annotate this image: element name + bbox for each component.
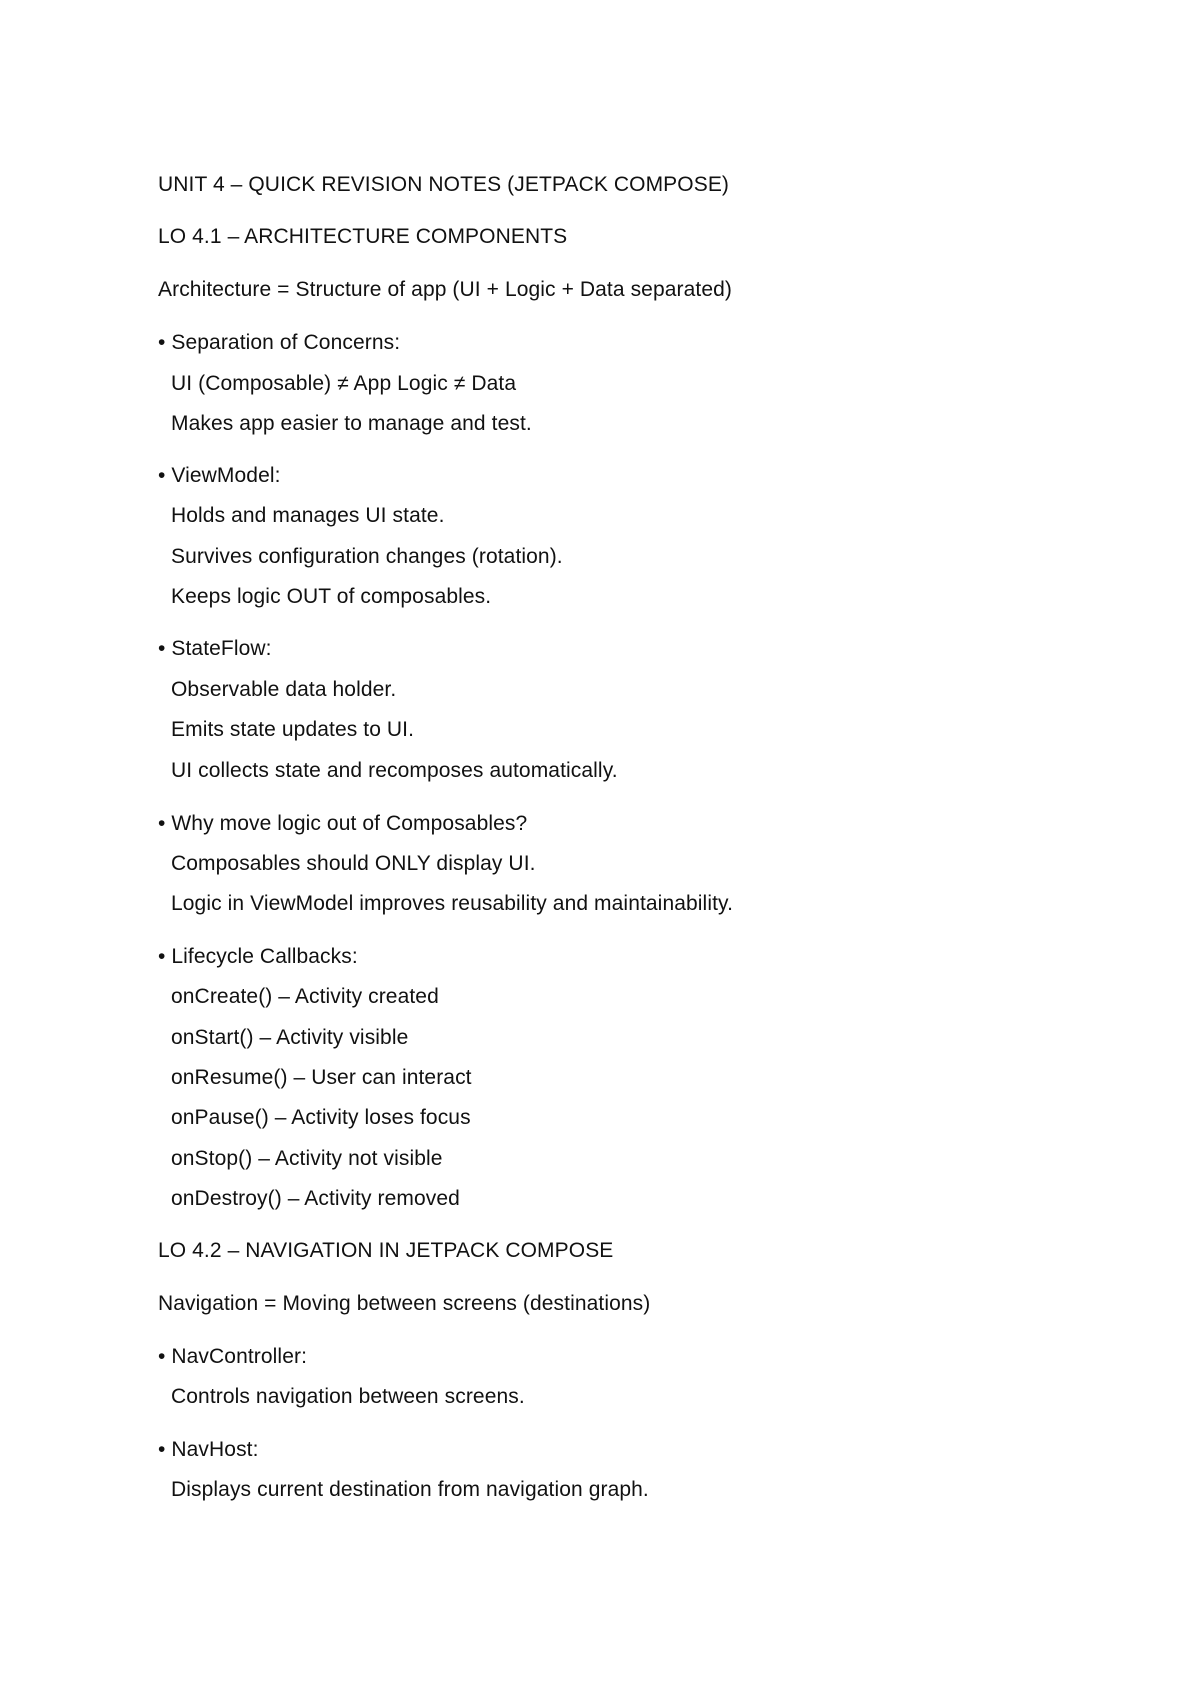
section-definition: Navigation = Moving between screens (destinations) <box>158 1292 651 1315</box>
document-title: UNIT 4 – QUICK REVISION NOTES (JETPACK COMPOSE) <box>158 173 730 196</box>
bullet-line: Emits state updates to UI. <box>171 718 415 741</box>
bullet-label: • Lifecycle Callbacks: <box>158 945 358 968</box>
bullet-label: • NavController: <box>158 1345 307 1368</box>
bullet-line: Logic in ViewModel improves reusability and maintainability. <box>171 892 733 915</box>
bullet-line: UI collects state and recomposes automatically. <box>171 759 618 782</box>
bullet-line: Keeps logic OUT of composables. <box>171 585 492 608</box>
bullet-line: onResume() – User can interact <box>171 1066 472 1089</box>
bullet-label: • StateFlow: <box>158 637 272 660</box>
bullet-line: Observable data holder. <box>171 678 397 701</box>
bullet-line: Displays current destination from navigation graph. <box>171 1478 649 1501</box>
bullet-line: Holds and manages UI state. <box>171 504 445 527</box>
bullet-label: • NavHost: <box>158 1438 259 1461</box>
bullet-line: onCreate() – Activity created <box>171 985 439 1008</box>
bullet-line: Makes app easier to manage and test. <box>171 412 532 435</box>
bullet-line: onPause() – Activity loses focus <box>171 1106 471 1129</box>
bullet-label: • Why move logic out of Composables? <box>158 812 528 835</box>
section-heading: LO 4.1 – ARCHITECTURE COMPONENTS <box>158 225 568 248</box>
bullet-line: onStart() – Activity visible <box>171 1026 409 1049</box>
bullet-line: Composables should ONLY display UI. <box>171 852 536 875</box>
bullet-line: Survives configuration changes (rotation). <box>171 545 563 568</box>
bullet-label: • ViewModel: <box>158 464 281 487</box>
bullet-line: Controls navigation between screens. <box>171 1385 525 1408</box>
bullet-label: • Separation of Concerns: <box>158 331 401 354</box>
bullet-line: UI (Composable) ≠ App Logic ≠ Data <box>171 372 517 395</box>
bullet-line: onDestroy() – Activity removed <box>171 1187 460 1210</box>
section-heading: LO 4.2 – NAVIGATION IN JETPACK COMPOSE <box>158 1239 614 1262</box>
section-definition: Architecture = Structure of app (UI + Logic + Data separated) <box>158 278 732 301</box>
bullet-line: onStop() – Activity not visible <box>171 1147 443 1170</box>
